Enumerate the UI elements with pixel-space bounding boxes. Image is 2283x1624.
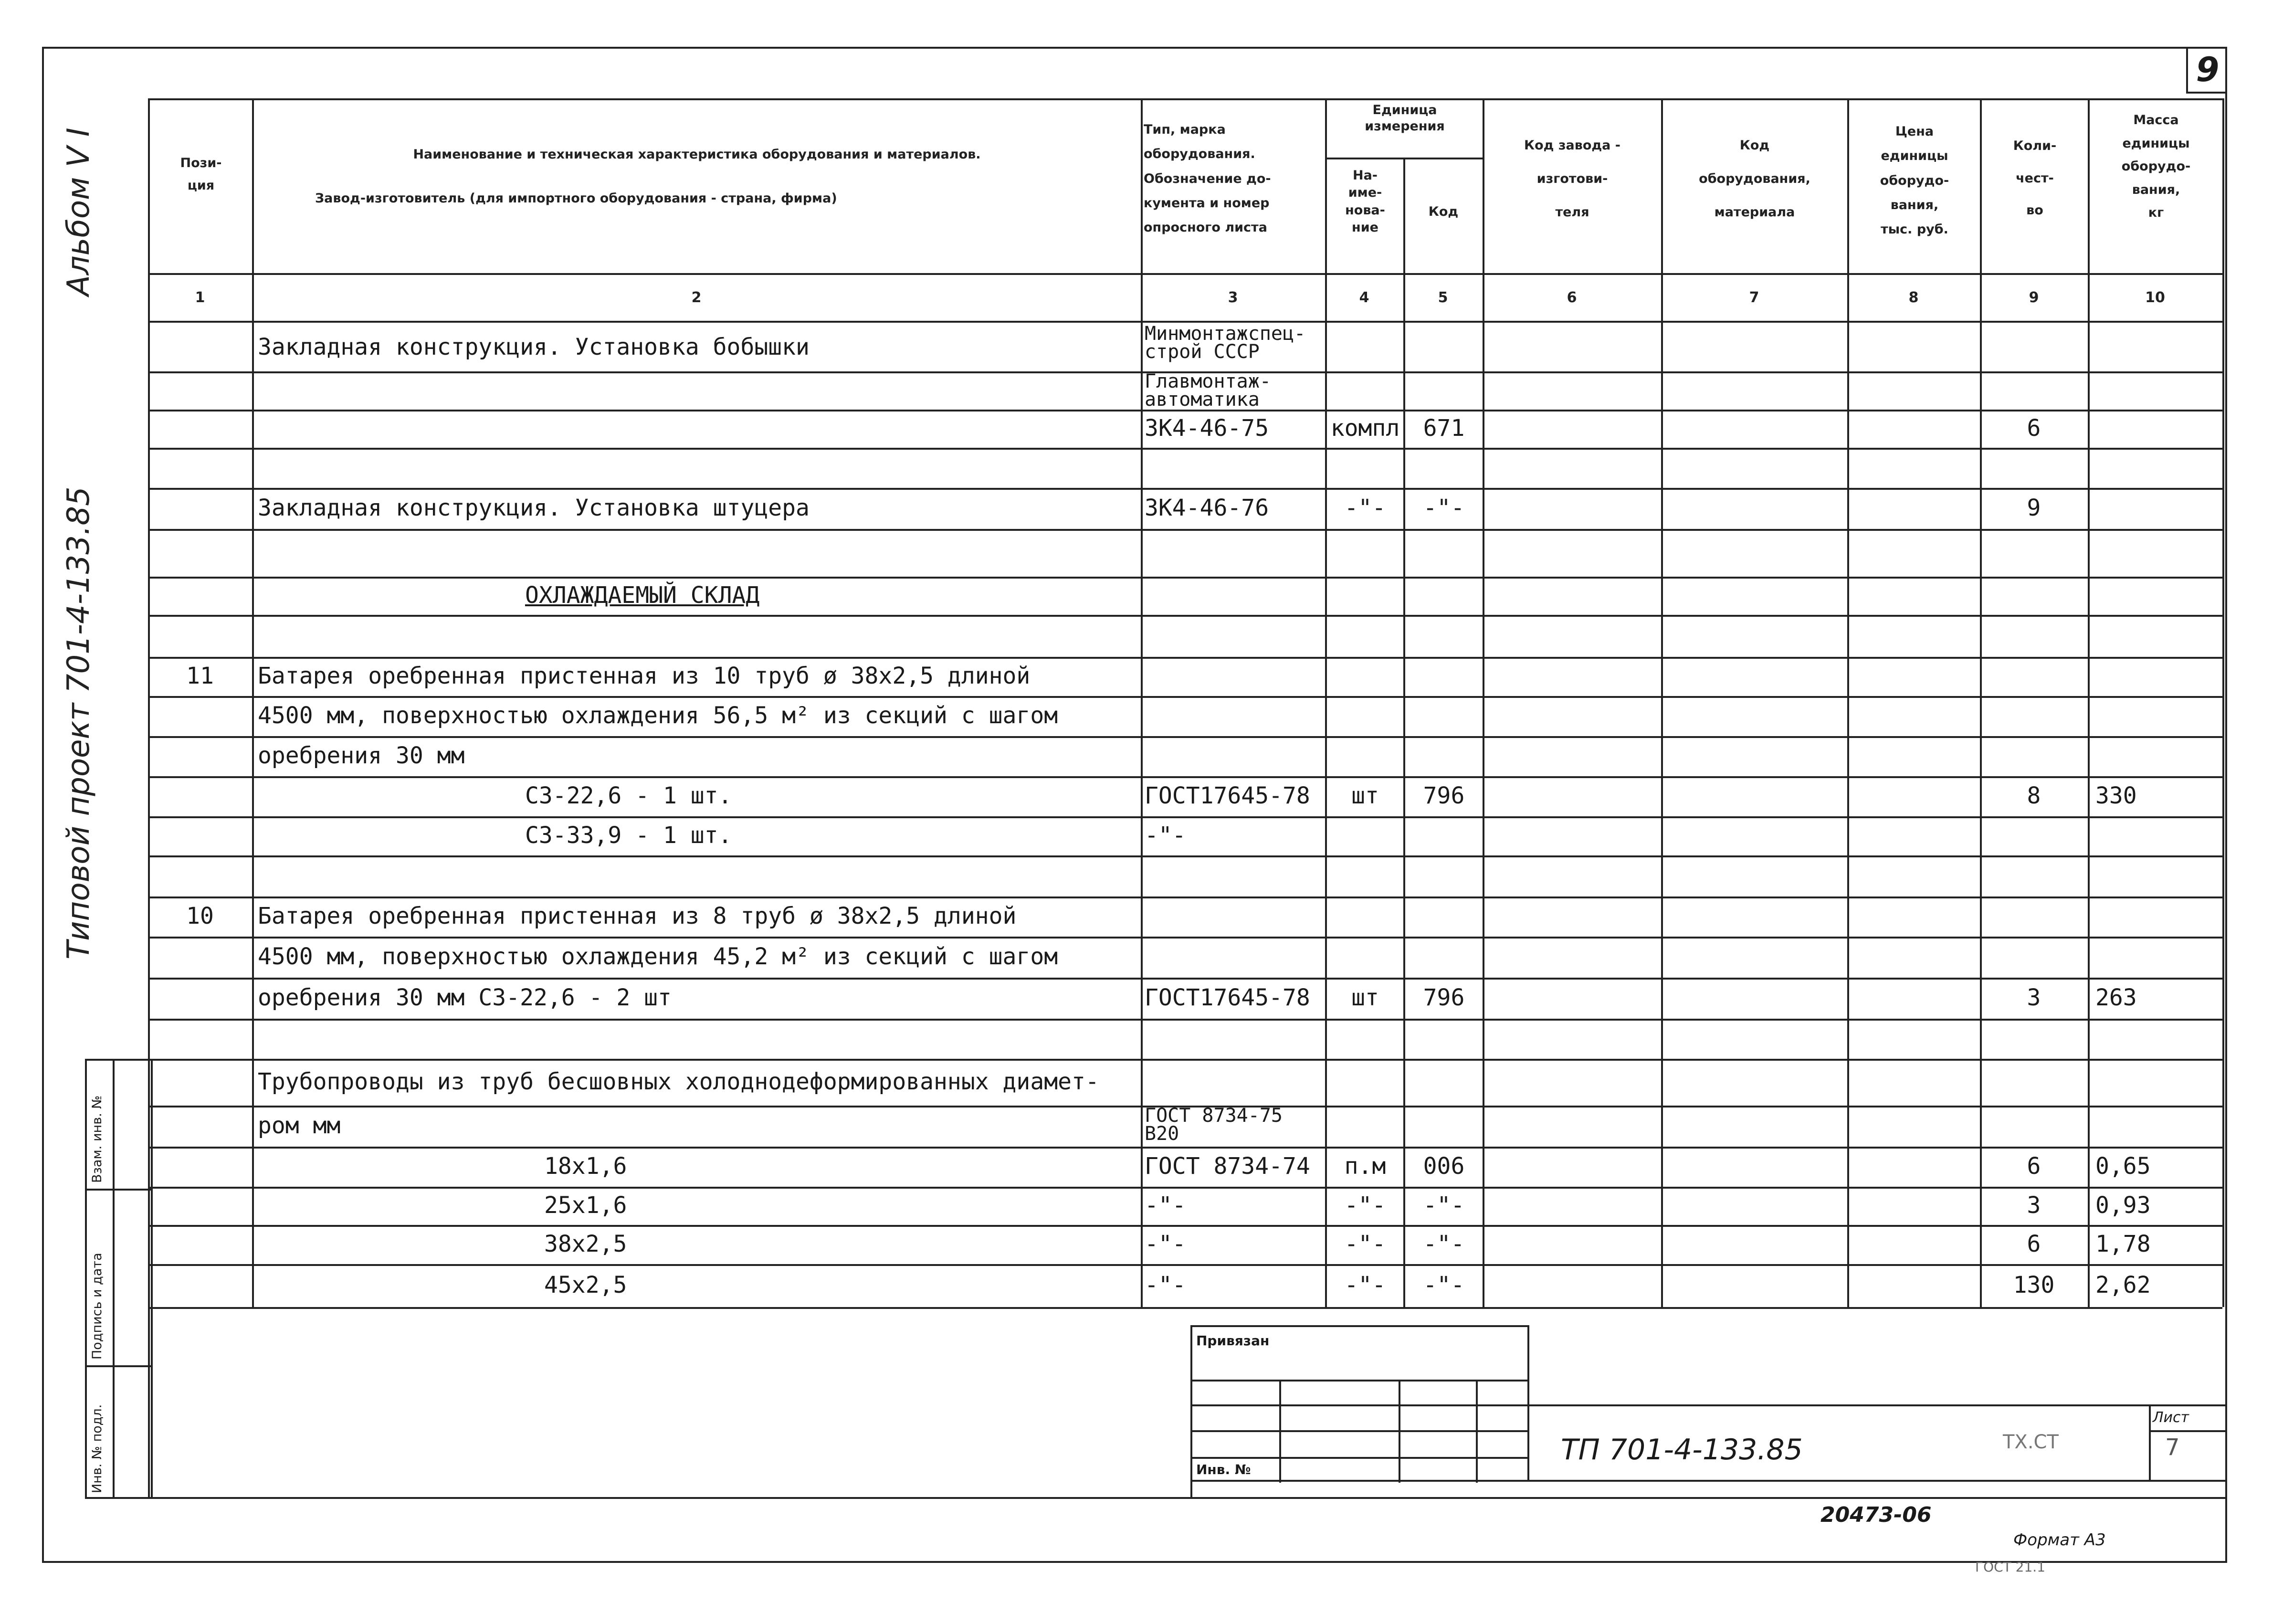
title-block-line [2149,1404,2151,1480]
order-number: 20473-06 [1820,1503,1932,1527]
header-qty: Коли- чест- во [2013,138,2057,218]
sheet-number: 7 [2165,1434,2180,1461]
cell-qty: 130 [2013,1272,2055,1298]
cell-name: Батарея оребренная пристенная из 10 труб ø 38х2,5 длиной [258,663,1031,689]
title-block-line [1279,1380,1281,1483]
table-border [1483,98,1484,1307]
cell-qty: 3 [2027,1192,2041,1219]
table-border [1141,98,1143,1307]
cell-code: -"- [1423,1231,1465,1257]
table-border [252,98,254,1307]
table-row-line [148,657,2222,659]
cell-name: ром мм [258,1112,341,1139]
project-label: Типовой проект 701-4-133.85 [61,486,96,960]
stamp-divider [151,1059,153,1498]
stamp-label-vzam: Взам. инв. № [90,1095,105,1183]
cell-name: оребрения 30 мм СЗ-22,6 - 2 шт [258,984,672,1011]
table-row-line [148,937,2222,939]
cell-name: СЗ-22,6 - 1 шт. [525,782,732,809]
cell-name: 25х1,6 [544,1192,627,1219]
colnum-2: 2 [691,289,702,306]
cell-type: -"- [1145,1272,1186,1298]
sheet-label: Лист [2153,1409,2189,1426]
doc-mark: ТХ.СТ [2003,1431,2059,1453]
cell-mass: 2,62 [2095,1272,2151,1298]
table-row-line [148,1264,2222,1266]
cell-unit: шт [1351,984,1379,1011]
title-block-line [1399,1380,1400,1483]
bound-label: Привязан [1196,1333,1270,1349]
cell-name: Закладная конструкция. Установка штуцера [258,495,810,521]
cell-type: ГОСТ17645-78 [1145,984,1310,1011]
title-block-line [1190,1480,2225,1482]
cell-type: Главмонтаж- автоматика [1145,370,1271,411]
cell-type: ГОСТ17645-78 [1145,782,1310,809]
cell-name: оребрения 30 мм [258,742,465,769]
cell-qty: 6 [2027,1153,2041,1180]
doc-code: ТП 701-4-133.85 [1561,1433,1803,1466]
stamp-divider [85,1365,152,1367]
table-row-line [148,577,2222,579]
table-border [148,273,2222,275]
stamp-divider [85,1189,152,1191]
cell-unit: -"- [1344,1231,1386,1257]
cell-code: -"- [1423,495,1465,521]
stamp-label-signature: Подпись и дата [90,1253,105,1360]
cell-qty: 3 [2027,984,2041,1011]
cell-code: 796 [1423,984,1465,1011]
stamp-divider [85,1059,152,1061]
title-block-line [148,1497,2225,1499]
header-unit-group: Единица измерения [1365,103,1445,134]
header-mass: Масса единицы оборудо- вания, кг [2121,113,2191,221]
cell-code: -"- [1423,1192,1465,1219]
cell-code: 796 [1423,782,1465,809]
table-border [1661,98,1663,1307]
cell-type: ГОСТ 8734-74 [1145,1153,1310,1180]
cell-type: -"- [1145,1231,1186,1257]
cell-name: 38х2,5 [544,1231,627,1257]
cell-type: ГОСТ 8734-75 В20 [1145,1105,1283,1145]
cell-unit: п.м [1344,1153,1386,1180]
table-row-line [148,448,2222,450]
header-price: Цена единицы оборудо- вания, тыс. руб. [1880,124,1949,237]
colnum-6: 6 [1567,289,1577,306]
album-label: Альбом V I [61,127,96,296]
page-number: 9 [2186,48,2227,94]
gost-label: ГОСТ 21.1 [1975,1559,2046,1575]
cell-mass: 0,93 [2095,1192,2151,1219]
cell-pos: 10 [186,903,214,929]
table-border [1980,98,1982,1307]
table-row-line [148,696,2222,698]
table-row-line [148,736,2222,738]
cell-unit: -"- [1344,1272,1386,1298]
table-row-line [148,978,2222,980]
title-block-line [1476,1380,1478,1483]
cell-unit: -"- [1344,1192,1386,1219]
stamp-divider [85,1497,152,1499]
cell-type: Минмонтажспец- строй СССР [1145,323,1306,363]
cell-name: 4500 мм, поверхностью охлаждения 45,2 м² из секций с шагом [258,943,1058,970]
colnum-5: 5 [1438,289,1448,306]
table-border [1847,98,1849,1307]
title-block-line [1527,1404,2225,1406]
table-border [148,98,150,1499]
table-row-line [148,1019,2222,1021]
colnum-4: 4 [1359,289,1369,306]
table-row-line [148,1147,2222,1149]
cell-name: СЗ-33,9 - 1 шт. [525,822,732,849]
colnum-7: 7 [1749,289,1759,306]
table-row-line [148,488,2222,490]
stamp-label-inv-podl: Инв. № подл. [90,1404,105,1493]
header-plant-code: Код завода - изготови- теля [1524,138,1620,220]
cell-type: -"- [1145,1192,1186,1219]
table-row-line [148,816,2222,818]
cell-unit: шт [1351,782,1379,809]
header-equip-code: Код оборудования, материала [1699,138,1810,220]
cell-pos: 11 [186,663,214,689]
cell-type: -"- [1145,822,1186,849]
cell-name: 45х2,5 [544,1272,627,1298]
colnum-1: 1 [195,289,205,306]
title-block-line [1190,1325,1192,1497]
cell-name: ОХЛАЖДАЕМЫЙ СКЛАД [525,582,760,609]
cell-qty: 6 [2027,415,2041,442]
cell-type: ЗК4-46-76 [1145,495,1269,521]
cell-mass: 330 [2095,782,2137,809]
table-row-line [148,1187,2222,1189]
table-row-line [148,776,2222,778]
header-name-line2: Завод-изготовитель (для импортного оборудования - страна, фирма) [315,191,837,206]
header-name-line1: Наименование и техническая характеристика оборудования и материалов. [413,147,981,162]
table-row-line [148,1225,2222,1227]
stamp-divider [113,1059,115,1498]
table-border [148,98,2222,100]
cell-qty: 6 [2027,1231,2041,1257]
cell-mass: 1,78 [2095,1231,2151,1257]
colnum-10: 10 [2145,289,2165,306]
table-row-line [148,529,2222,531]
cell-qty: 8 [2027,782,2041,809]
cell-name: 4500 мм, поверхностью охлаждения 56,5 м² из секций с шагом [258,702,1058,729]
inv-label: Инв. № [1196,1462,1251,1477]
table-row-line [148,1059,2222,1061]
header-type: Тип, марка оборудования. Обозначение до- кумента и номер опросного листа [1144,122,1271,235]
cell-name: 18х1,6 [544,1153,627,1180]
cell-code: 671 [1423,415,1465,442]
header-unit-name: На- име- нова- ние [1345,168,1385,235]
colnum-9: 9 [2029,289,2039,306]
title-block-line [2149,1430,2225,1432]
cell-code: -"- [1423,1272,1465,1298]
table-border [148,1307,2222,1309]
cell-qty: 9 [2027,495,2041,521]
table-row-line [148,896,2222,898]
cell-name: Трубопроводы из труб бесшовных холоднодеформированных диамет- [258,1068,1099,1095]
table-border [2222,98,2224,1307]
format-label: Формат А3 [2013,1530,2106,1550]
header-unit-code: Код [1428,204,1459,219]
cell-unit: компл [1330,415,1400,442]
cell-name: Закладная конструкция. Установка бобышки [258,334,810,360]
table-row-line [148,855,2222,857]
table-border [1325,98,1327,1307]
table-row-line [148,615,2222,617]
header-position: Пози- ция [180,156,222,193]
table-border [1403,158,1405,1307]
colnum-8: 8 [1908,289,1919,306]
table-border [2088,98,2090,1307]
cell-mass: 263 [2095,984,2137,1011]
cell-name: Батарея оребренная пристенная из 8 труб ø 38х2,5 длиной [258,903,1017,929]
title-block-line [1190,1325,1528,1327]
cell-code: 006 [1423,1153,1465,1180]
colnum-3: 3 [1228,289,1238,306]
cell-unit: -"- [1344,495,1386,521]
cell-type: ЗК4-46-75 [1145,415,1269,442]
stamp-divider [85,1059,87,1498]
cell-mass: 0,65 [2095,1153,2151,1180]
